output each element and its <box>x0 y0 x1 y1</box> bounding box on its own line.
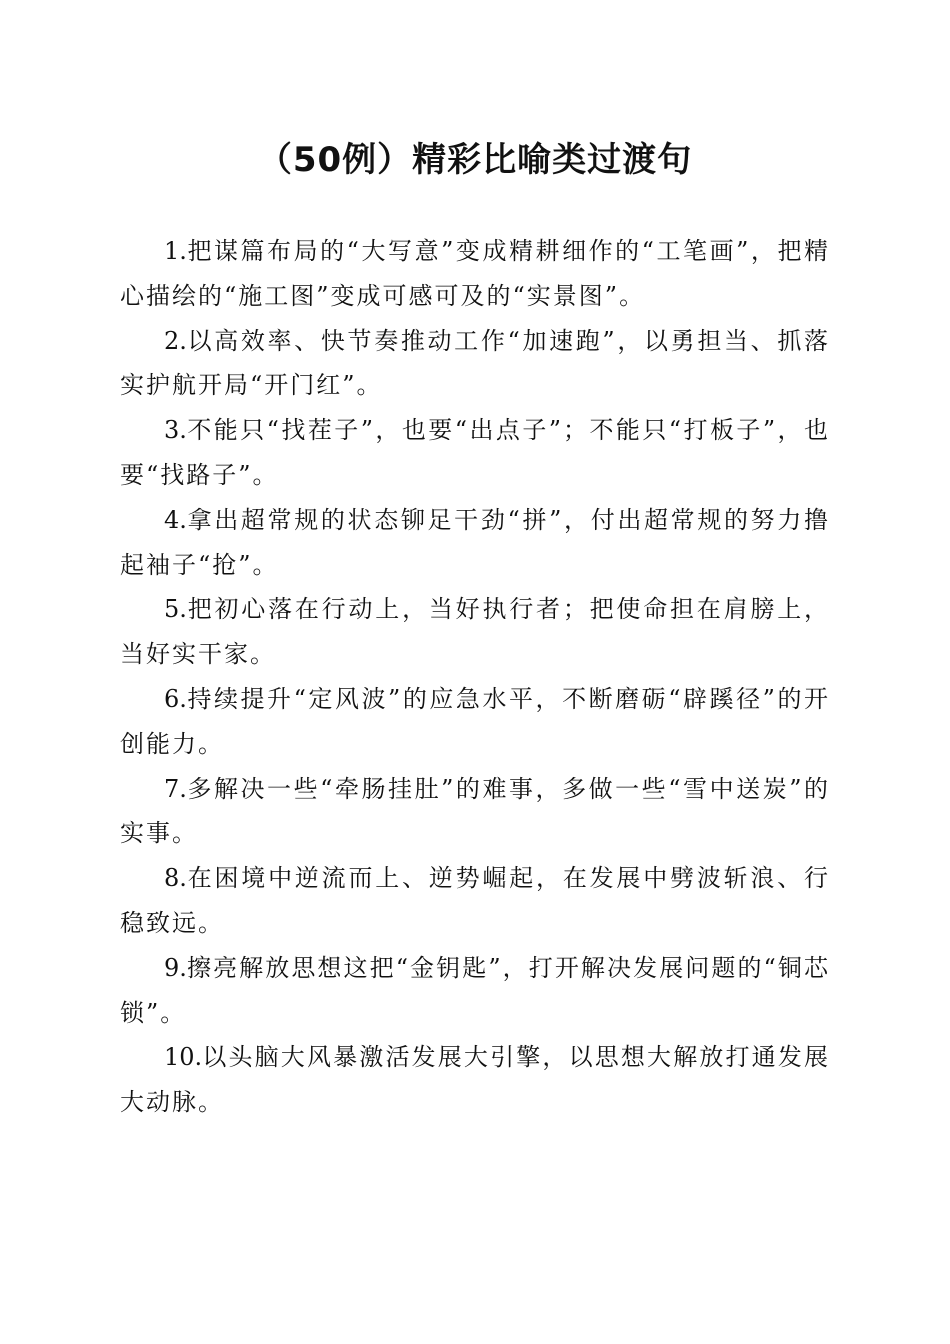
document-body <box>120 229 830 1125</box>
item-text: 擦亮解放思想这把“金钥匙”，打开解决发展问题的“铜芯锁”。 <box>120 953 830 1027</box>
item-number: 1. <box>164 237 187 265</box>
list-item-10 <box>120 1035 830 1125</box>
item-number: 7. <box>164 774 187 803</box>
list-item-6 <box>120 677 830 767</box>
item-text: 以高效率、快节奏推动工作“加速跑”，以勇担当、抓落实护航开局“开门红”。 <box>120 326 830 400</box>
item-number: 2. <box>164 326 187 355</box>
item-text: 把初心落在行动上，当好执行者；把使命担在肩膀上，当好实干家。 <box>120 595 830 669</box>
item-number: 5. <box>164 595 187 624</box>
item-text: 把谋篇布局的“大写意”变成精耕细作的“工笔画”，把精心描绘的“施工图”变成可感可及的“实景图”。 <box>120 237 830 310</box>
item-text: 以头脑大风暴激活发展大引擎，以思想大解放打通发展大动脉。 <box>120 1043 830 1117</box>
list-item-7 <box>120 767 830 857</box>
item-number: 4. <box>164 505 187 534</box>
list-item-1 <box>120 229 830 319</box>
item-text: 拿出超常规的状态铆足干劲“拼”，付出超常规的努力撸起袖子“抢”。 <box>120 505 830 579</box>
list-item-5 <box>120 587 830 677</box>
list-item-3 <box>120 408 830 498</box>
item-number: 8. <box>164 864 187 893</box>
item-text: 多解决一些“牵肠挂肚”的难事，多做一些“雪中送炭”的实事。 <box>120 774 830 848</box>
item-text: 在困境中逆流而上、逆势崛起，在发展中劈波斩浪、行稳致远。 <box>120 864 830 937</box>
item-text: 持续提升“定风波”的应急水平，不断磨砺“辟蹊径”的开创能力。 <box>120 684 830 758</box>
document-title: （50例）精彩比喻类过渡句 <box>257 140 693 180</box>
list-item-8 <box>120 856 830 946</box>
item-number: 10. <box>164 1043 203 1072</box>
list-item-9 <box>120 946 830 1036</box>
list-item-2 <box>120 319 830 409</box>
item-text: 不能只“找茬子”，也要“出点子”；不能只“打板子”，也要“找路子”。 <box>120 416 830 489</box>
list-item-4 <box>120 498 830 588</box>
item-number: 3. <box>164 416 187 445</box>
item-number: 6. <box>164 684 187 713</box>
item-number: 9. <box>164 953 187 982</box>
